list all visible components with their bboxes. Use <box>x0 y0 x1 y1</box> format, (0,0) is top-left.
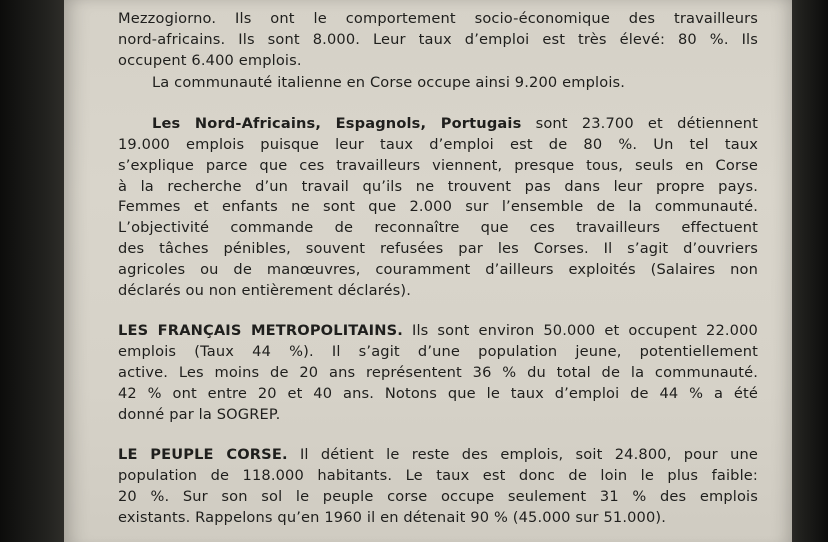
paragraph-lead-heading: LES FRANÇAIS METROPOLITAINS. <box>118 322 403 340</box>
page-text <box>118 9 758 529</box>
text-line <box>118 445 758 466</box>
text-line: des tâches pénibles, souvent refusées par les Corses. Il s’agit d’ouvriers <box>118 239 758 257</box>
text-line: donné par la SOGREP. <box>118 405 281 423</box>
paragraph-lead-heading: Les Nord-Africains, Espagnols, Portugais <box>152 115 522 133</box>
text-line: Mezzogiorno. Ils ont le comportement socio-économique des travailleurs <box>118 10 758 27</box>
paragraph-gap <box>118 94 758 114</box>
text-line <box>118 321 758 342</box>
text-line-rest: Il détient le reste des emplois, soit 24.800, pour une <box>287 446 759 464</box>
text-line <box>118 114 758 135</box>
text-line: agricoles ou de manœuvres, couramment d’ailleurs exploités (Salaires non <box>118 260 758 278</box>
text-line: 19.000 emplois puisque leur taux d’emploi est de 80 %. Un tel taux <box>118 135 758 153</box>
text-line: emplois (Taux 44 %). Il s’agit d’une population jeune, potentiellement <box>118 343 758 361</box>
dark-background-left <box>0 0 66 542</box>
text-line: occupent 6.400 emplois. <box>118 51 302 69</box>
text-line: s’explique parce que ces travailleurs viennent, presque tous, seuls en Corse <box>118 156 758 174</box>
dark-background-right <box>788 0 828 542</box>
text-line: population de 118.000 habitants. Le taux est donc de loin le plus faible: <box>118 467 758 485</box>
paragraph-gap <box>118 301 758 321</box>
text-line: La communauté italienne en Corse occupe ainsi 9.200 emplois. <box>152 74 626 92</box>
text-line: nord-africains. Ils sont 8.000. Leur taux d’emploi est très élevé: 80 %. Ils <box>118 30 758 48</box>
text-line: 20 %. Sur son sol le peuple corse occupe seulement 31 % des emplois <box>118 487 758 505</box>
paragraph-lead-heading: LE PEUPLE CORSE. <box>118 446 288 464</box>
text-line: active. Les moins de 20 ans représentent 36 % du total de la communauté. <box>118 363 758 381</box>
text-line: Femmes et enfants ne sont que 2.000 sur l’ensemble de la communauté. <box>118 198 758 216</box>
text-line: L’objectivité commande de reconnaître que ces travailleurs effectuent <box>118 219 758 237</box>
text-line: 42 % ont entre 20 et 40 ans. Notons que le taux d’emploi de 44 % a été <box>118 384 758 402</box>
text-line: existants. Rappelons qu’en 1960 il en détenait 90 % (45.000 sur 51.000). <box>118 508 667 526</box>
paragraph-gap <box>118 425 758 445</box>
text-line: déclarés ou non entièrement déclarés). <box>118 281 412 299</box>
book-page <box>64 0 792 542</box>
text-line-rest: Ils sont environ 50.000 et occupent 22.000 <box>402 322 758 340</box>
text-line: à la recherche d’un travail qu’ils ne trouvent pas dans leur propre pays. <box>118 177 758 195</box>
text-line-rest: sont 23.700 et détiennent <box>521 115 759 133</box>
